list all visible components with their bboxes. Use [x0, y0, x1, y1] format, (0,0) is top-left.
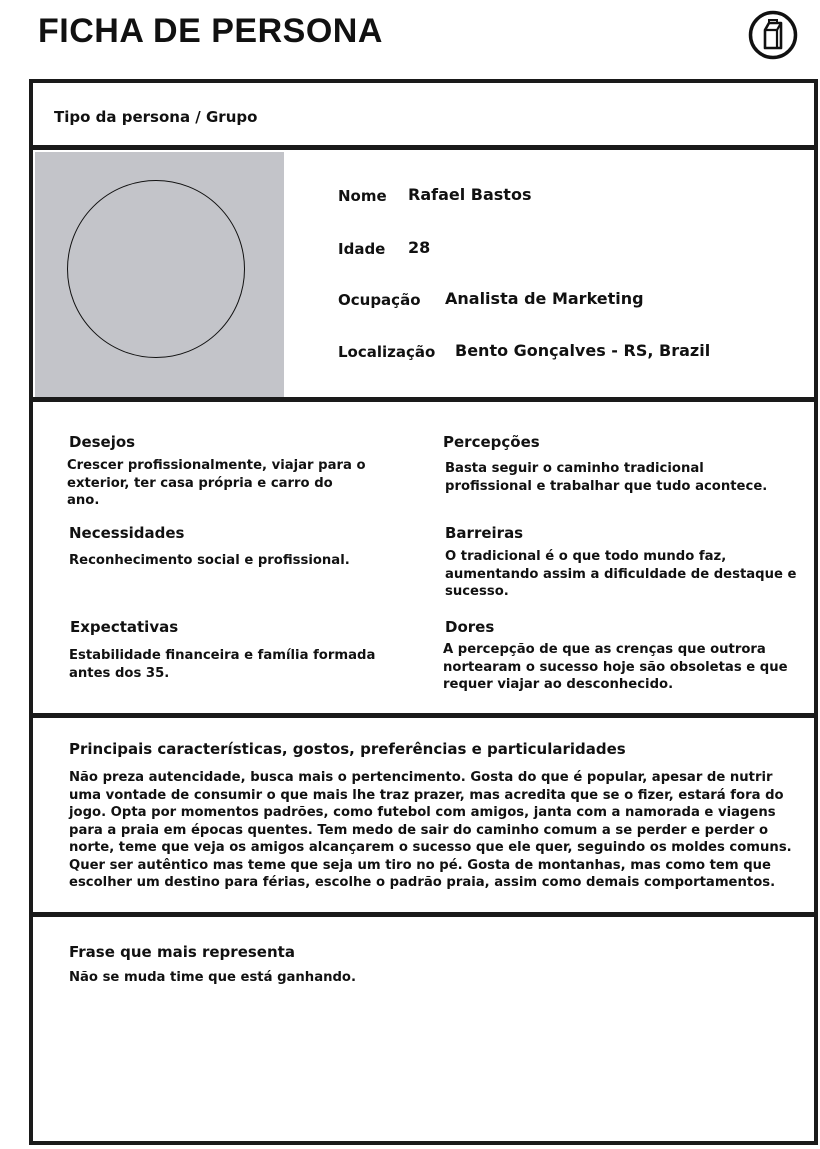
divider — [33, 145, 814, 150]
photo-placeholder[interactable] — [35, 152, 284, 397]
percepcoes-text: Basta seguir o caminho tradicional profissional e trabalhar que tudo acontece. — [445, 461, 768, 494]
expectativas-title: Expectativas — [70, 618, 179, 636]
age-value: 28 — [408, 238, 431, 257]
percepcoes-title: Percepções — [443, 433, 540, 451]
desejos-text: Crescer profissionalmente, viajar para o exterior, ter casa própria e carro do ano. — [67, 458, 366, 508]
occupation-value: Analista de Marketing — [445, 289, 644, 308]
phrase-title: Frase que mais representa — [69, 943, 295, 961]
dores-text: A percepção de que as crenças que outrora nortearam o sucesso hoje são obsoletas e que requer viajar ao desconhecido. — [443, 642, 788, 692]
necessidades-title: Necessidades — [69, 524, 185, 542]
name-value: Rafael Bastos — [408, 185, 532, 204]
page-title: FICHA DE PERSONA — [38, 12, 383, 50]
barreiras-title: Barreiras — [445, 524, 524, 542]
avatar-circle — [67, 180, 245, 358]
divider — [33, 912, 814, 917]
persona-type-label: Tipo da persona / Grupo — [54, 108, 258, 126]
divider — [33, 397, 814, 402]
location-value: Bento Gonçalves - RS, Brazil — [455, 341, 711, 360]
necessidades-text: Reconhecimento social e profissional. — [69, 553, 350, 568]
age-label: Idade — [338, 240, 386, 258]
phrase-text: Não se muda time que está ganhando. — [69, 970, 356, 985]
divider — [33, 713, 814, 718]
persona-card — [29, 79, 818, 1145]
location-label: Localização — [338, 343, 436, 361]
dores-title: Dores — [445, 618, 495, 636]
name-label: Nome — [338, 187, 387, 205]
barreiras-text: O tradicional é o que todo mundo faz, aumentando assim a dificuldade de destaque e sucesso. — [445, 549, 797, 599]
desejos-title: Desejos — [69, 433, 136, 451]
characteristics-title: Principais características, gostos, preferências e particularidades — [69, 740, 626, 758]
occupation-label: Ocupação — [338, 291, 421, 309]
expectativas-text: Estabilidade financeira e família formada antes dos 35. — [69, 648, 376, 681]
characteristics-text: Não preza autencidade, busca mais o pertencimento. Gosta do que é popular, apesar de nutrir uma vontade de consumir o que mais lhe traz prazer, mas acredita que se o fizer, estará fora do jogo. Opta por momentos padrões, como futebol com amigos, janta com a namorada e viagens para a praia em épocas quentes. Tem medo de sair do caminho comum a se perder e perder o norte, teme que veja os amigos alcançarem o sucesso que ele quer, seguindo os moldes comuns. Quer ser autêntico mas teme que seja um tiro no pé. Gosta de montanhas, mas como tem que escolher um destino para férias, escolhe o padrão praia, assim como demais comportamentos. — [69, 770, 792, 890]
milk-carton-icon — [748, 10, 798, 60]
